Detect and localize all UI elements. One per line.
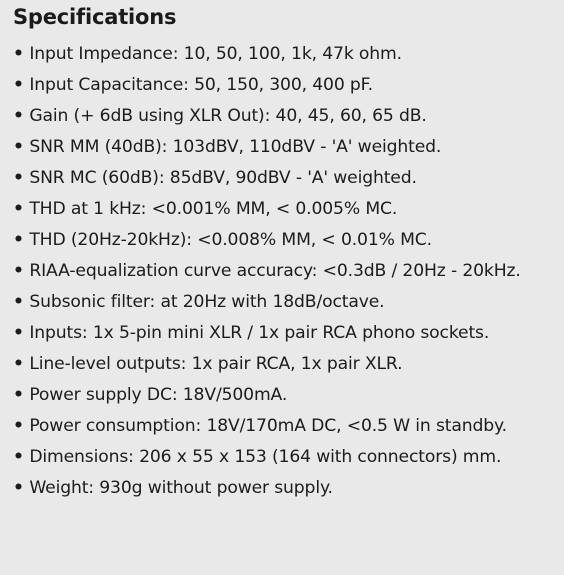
spec-text: Gain (+ 6dB using XLR Out): 40, 45, 60, 65 dB. bbox=[29, 106, 427, 126]
spec-text: Dimensions: 206 x 55 x 153 (164 with connectors) mm. bbox=[29, 447, 502, 467]
spec-text: SNR MC (60dB): 85dBV, 90dBV - 'A' weighted. bbox=[29, 168, 417, 188]
spec-text: Input Capacitance: 50, 150, 300, 400 pF. bbox=[29, 75, 373, 95]
bullet-icon: • bbox=[13, 292, 24, 312]
spec-text: RIAA-equalization curve accuracy: <0.3dB / 20Hz - 20kHz. bbox=[29, 261, 521, 281]
spec-item-subsonic-filter bbox=[13, 287, 552, 318]
bullet-icon: • bbox=[13, 261, 24, 281]
spec-item-input-capacitance bbox=[13, 70, 552, 101]
spec-text: Power supply DC: 18V/500mA. bbox=[29, 385, 288, 405]
spec-item-riaa-accuracy bbox=[13, 256, 552, 287]
bullet-icon: • bbox=[13, 199, 24, 219]
bullet-icon: • bbox=[13, 137, 24, 157]
spec-item-gain bbox=[13, 101, 552, 132]
specifications-heading: Specifications bbox=[13, 5, 177, 29]
bullet-icon: • bbox=[13, 478, 24, 498]
spec-item-dimensions bbox=[13, 442, 552, 473]
spec-text: Inputs: 1x 5-pin mini XLR / 1x pair RCA phono sockets. bbox=[29, 323, 490, 343]
spec-text: Subsonic filter: at 20Hz with 18dB/octave. bbox=[29, 292, 385, 312]
spec-text: Power consumption: 18V/170mA DC, <0.5 W in standby. bbox=[29, 416, 507, 436]
bullet-icon: • bbox=[13, 75, 24, 95]
spec-item-thd-1khz bbox=[13, 194, 552, 225]
bullet-icon: • bbox=[13, 416, 24, 436]
spec-item-line-outputs bbox=[13, 349, 552, 380]
bullet-icon: • bbox=[13, 385, 24, 405]
bullet-icon: • bbox=[13, 44, 24, 64]
spec-list bbox=[13, 39, 552, 504]
bullet-icon: • bbox=[13, 447, 24, 467]
spec-item-power-consumption bbox=[13, 411, 552, 442]
spec-text: Line-level outputs: 1x pair RCA, 1x pair XLR. bbox=[29, 354, 403, 374]
spec-text: Weight: 930g without power supply. bbox=[29, 478, 333, 498]
bullet-icon: • bbox=[13, 354, 24, 374]
bullet-icon: • bbox=[13, 323, 24, 343]
bullet-icon: • bbox=[13, 106, 24, 126]
spec-text: THD (20Hz-20kHz): <0.008% MM, < 0.01% MC. bbox=[29, 230, 432, 250]
spec-item-input-impedance bbox=[13, 39, 552, 70]
spec-text: SNR MM (40dB): 103dBV, 110dBV - 'A' weighted. bbox=[29, 137, 442, 157]
spec-item-snr-mc bbox=[13, 163, 552, 194]
spec-item-power-supply bbox=[13, 380, 552, 411]
spec-item-thd-range bbox=[13, 225, 552, 256]
spec-text: THD at 1 kHz: <0.001% MM, < 0.005% MC. bbox=[29, 199, 398, 219]
spec-text: Input Impedance: 10, 50, 100, 1k, 47k ohm. bbox=[29, 44, 402, 64]
spec-item-snr-mm bbox=[13, 132, 552, 163]
bullet-icon: • bbox=[13, 230, 24, 250]
spec-item-inputs bbox=[13, 318, 552, 349]
bullet-icon: • bbox=[13, 168, 24, 188]
spec-item-weight bbox=[13, 473, 552, 504]
